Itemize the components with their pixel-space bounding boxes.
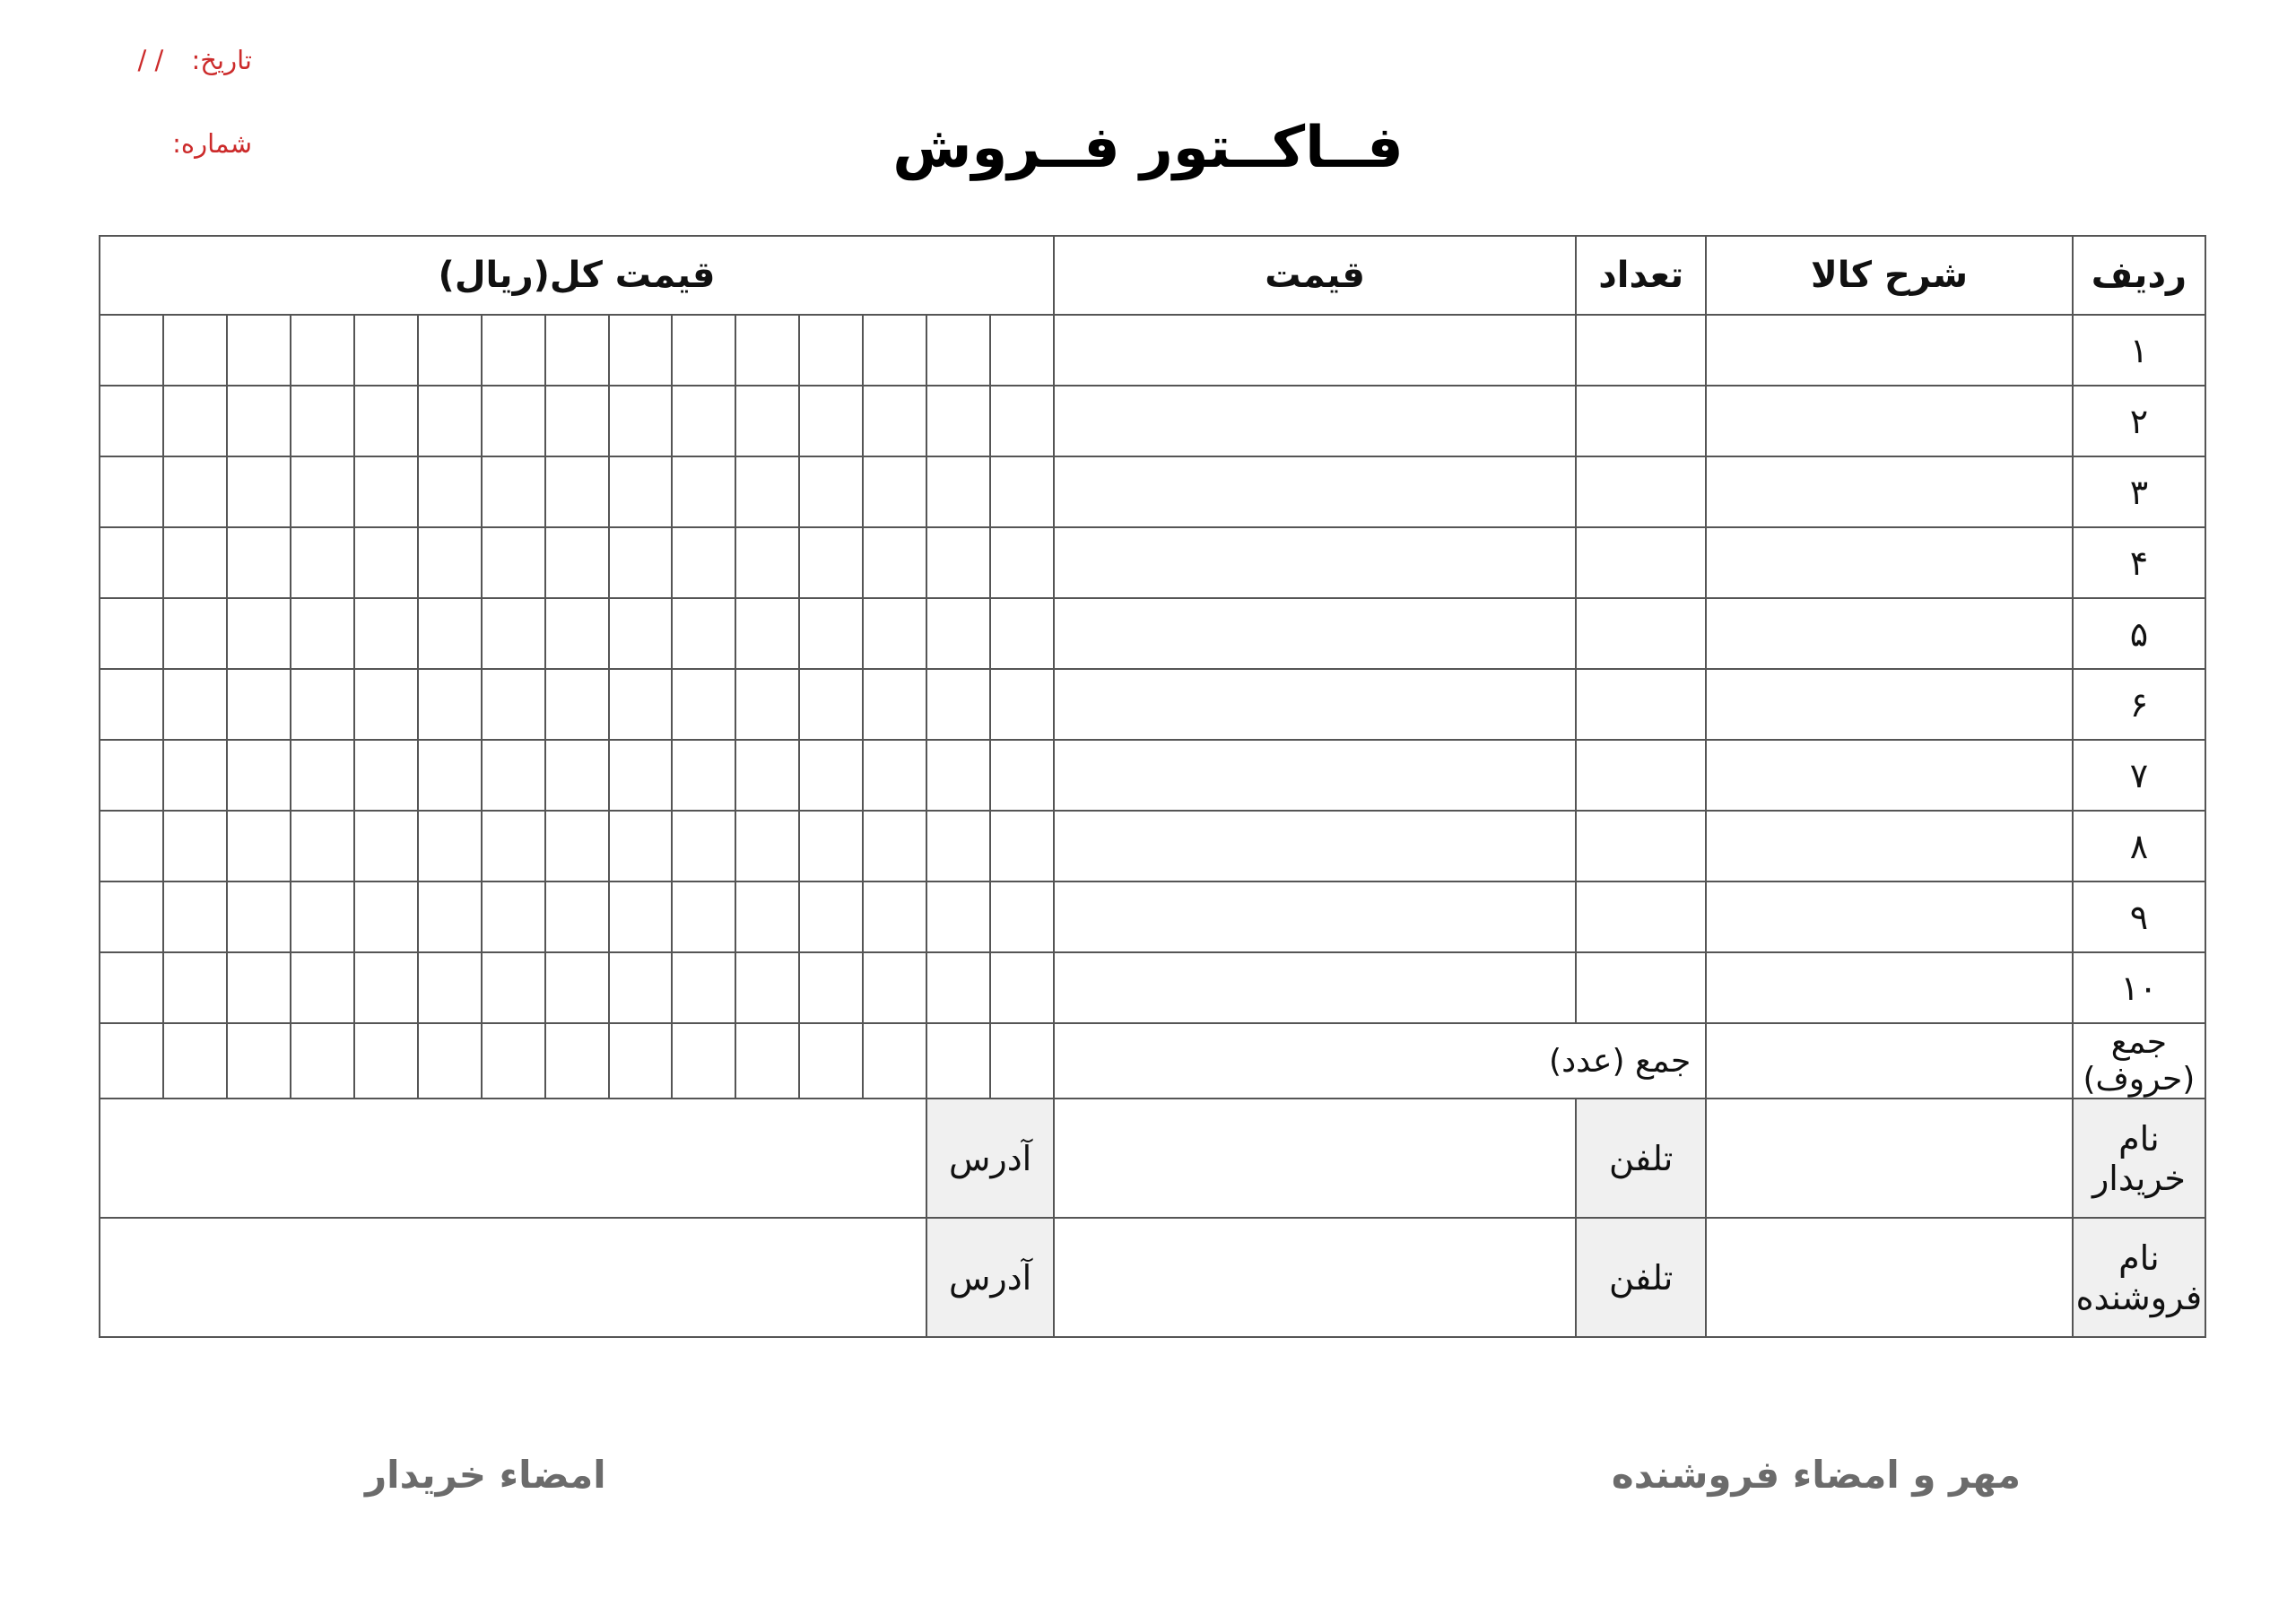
row-number: ۲ <box>2073 386 2205 456</box>
seller-name-field[interactable] <box>1706 1218 2073 1337</box>
table-row <box>100 527 2205 598</box>
description-cell[interactable] <box>1706 881 2073 952</box>
total-digit-cell[interactable] <box>418 1023 482 1099</box>
buyer-name-field[interactable] <box>1706 1099 2073 1218</box>
total-digit-cell[interactable] <box>418 669 482 740</box>
table-row <box>100 386 2205 456</box>
total-digit-cell[interactable] <box>163 527 227 598</box>
total-digit-cell[interactable] <box>163 1023 227 1099</box>
total-digit-cell[interactable] <box>482 456 545 527</box>
total-digit-cell[interactable] <box>291 952 354 1023</box>
total-digit-cell[interactable] <box>163 456 227 527</box>
sum-number-label: جمع (عدد) <box>1054 1023 1706 1099</box>
total-digit-cell[interactable] <box>100 527 163 598</box>
total-digit-cell[interactable] <box>609 740 673 811</box>
total-digit-cell[interactable] <box>482 881 545 952</box>
buyer-address-label: آدرس <box>926 1099 1054 1218</box>
total-digit-cell[interactable] <box>926 811 990 881</box>
seller-address-field[interactable] <box>100 1218 926 1337</box>
description-cell[interactable] <box>1706 598 2073 669</box>
total-digit-cell[interactable] <box>863 952 926 1023</box>
date-field[interactable] <box>138 45 252 75</box>
total-digit-cell[interactable] <box>163 386 227 456</box>
total-digit-cell[interactable] <box>799 527 863 598</box>
total-digit-cell[interactable] <box>418 386 482 456</box>
total-digit-cell[interactable] <box>672 740 735 811</box>
quantity-cell[interactable] <box>1576 881 1706 952</box>
buyer-name-label: نام خریدار <box>2073 1099 2205 1218</box>
total-digit-cell[interactable] <box>227 952 291 1023</box>
quantity-cell[interactable] <box>1576 527 1706 598</box>
total-digit-cell[interactable] <box>609 386 673 456</box>
price-cell[interactable] <box>1054 386 1576 456</box>
total-digit-cell[interactable] <box>735 598 799 669</box>
quantity-cell[interactable] <box>1576 598 1706 669</box>
total-digit-cell[interactable] <box>990 740 1054 811</box>
total-digit-cell[interactable] <box>545 669 609 740</box>
table-row <box>100 881 2205 952</box>
total-digit-cell[interactable] <box>291 881 354 952</box>
total-digit-cell[interactable] <box>609 881 673 952</box>
total-digit-cell[interactable] <box>609 811 673 881</box>
description-cell[interactable] <box>1706 669 2073 740</box>
price-cell[interactable] <box>1054 740 1576 811</box>
total-digit-cell[interactable] <box>418 456 482 527</box>
price-cell[interactable] <box>1054 315 1576 386</box>
seller-name-label: نام فروشنده <box>2073 1218 2205 1337</box>
total-digit-cell[interactable] <box>482 527 545 598</box>
total-digit-cell[interactable] <box>609 527 673 598</box>
total-digit-cell[interactable] <box>926 881 990 952</box>
total-digit-cell[interactable] <box>735 1023 799 1099</box>
total-digit-cell[interactable] <box>354 740 418 811</box>
quantity-cell[interactable] <box>1576 386 1706 456</box>
total-digit-cell[interactable] <box>354 598 418 669</box>
seller-phone-label: تلفن <box>1576 1218 1706 1337</box>
total-digit-cell[interactable] <box>799 881 863 952</box>
total-digit-cell[interactable] <box>482 740 545 811</box>
total-digit-cell[interactable] <box>545 386 609 456</box>
total-digit-cell[interactable] <box>672 598 735 669</box>
total-digit-cell[interactable] <box>926 740 990 811</box>
total-digit-cell[interactable] <box>163 811 227 881</box>
total-digit-cell[interactable] <box>291 1023 354 1099</box>
total-digit-cell[interactable] <box>609 669 673 740</box>
table-row <box>100 952 2205 1023</box>
sum-words-field[interactable] <box>1706 1023 2073 1099</box>
row-number: ۳ <box>2073 456 2205 527</box>
price-cell[interactable] <box>1054 456 1576 527</box>
seller-phone-field[interactable] <box>1054 1218 1576 1337</box>
total-digit-cell[interactable] <box>609 456 673 527</box>
total-digit-cell[interactable] <box>990 952 1054 1023</box>
total-digit-cell[interactable] <box>735 952 799 1023</box>
total-digit-cell[interactable] <box>672 952 735 1023</box>
total-digit-cell[interactable] <box>799 1023 863 1099</box>
total-digit-cell[interactable] <box>735 386 799 456</box>
total-digit-cell[interactable] <box>735 669 799 740</box>
total-digit-cell[interactable] <box>735 740 799 811</box>
total-digit-cell[interactable] <box>482 598 545 669</box>
date-label: تاریخ: <box>191 45 252 75</box>
total-digit-cell[interactable] <box>863 1023 926 1099</box>
total-digit-cell[interactable] <box>990 881 1054 952</box>
column-header-row-number: ردیف <box>2073 236 2205 315</box>
total-digit-cell[interactable] <box>863 811 926 881</box>
total-digit-cell[interactable] <box>482 952 545 1023</box>
total-digit-cell[interactable] <box>482 811 545 881</box>
quantity-cell[interactable] <box>1576 811 1706 881</box>
total-digit-cell[interactable] <box>609 598 673 669</box>
buyer-phone-field[interactable] <box>1054 1099 1576 1218</box>
column-header-total-price: قیمت کل(ریال) <box>100 236 1054 315</box>
total-digit-cell[interactable] <box>799 456 863 527</box>
quantity-cell[interactable] <box>1576 315 1706 386</box>
total-digit-cell[interactable] <box>735 811 799 881</box>
total-digit-cell[interactable] <box>100 456 163 527</box>
total-digit-cell[interactable] <box>354 952 418 1023</box>
total-digit-cell[interactable] <box>291 315 354 386</box>
seller-address-label: آدرس <box>926 1218 1054 1337</box>
total-digit-cell[interactable] <box>418 598 482 669</box>
total-digit-cell[interactable] <box>291 386 354 456</box>
page-title: فــاکــتور فــروش <box>892 115 1404 181</box>
total-digit-cell[interactable] <box>418 811 482 881</box>
total-digit-cell[interactable] <box>990 456 1054 527</box>
row-number: ۵ <box>2073 598 2205 669</box>
date-value[interactable]: / / <box>137 45 164 75</box>
total-digit-cell[interactable] <box>227 669 291 740</box>
total-digit-cell[interactable] <box>291 811 354 881</box>
total-digit-cell[interactable] <box>990 811 1054 881</box>
seller-info-row <box>100 1218 2205 1337</box>
quantity-cell[interactable] <box>1576 740 1706 811</box>
total-digit-cell[interactable] <box>418 315 482 386</box>
total-digit-cell[interactable] <box>672 1023 735 1099</box>
total-digit-cell[interactable] <box>990 315 1054 386</box>
total-digit-cell[interactable] <box>799 386 863 456</box>
total-digit-cell[interactable] <box>926 952 990 1023</box>
total-digit-cell[interactable] <box>926 456 990 527</box>
total-digit-cell[interactable] <box>100 952 163 1023</box>
total-digit-cell[interactable] <box>609 1023 673 1099</box>
total-digit-cell[interactable] <box>863 315 926 386</box>
price-cell[interactable] <box>1054 811 1576 881</box>
total-digit-cell[interactable] <box>100 315 163 386</box>
description-cell[interactable] <box>1706 315 2073 386</box>
total-digit-cell[interactable] <box>227 1023 291 1099</box>
total-digit-cell[interactable] <box>163 881 227 952</box>
table-row <box>100 456 2205 527</box>
description-cell[interactable] <box>1706 527 2073 598</box>
total-digit-cell[interactable] <box>418 740 482 811</box>
buyer-phone-label: تلفن <box>1576 1099 1706 1218</box>
table-row <box>100 740 2205 811</box>
total-digit-cell[interactable] <box>227 881 291 952</box>
buyer-address-field[interactable] <box>100 1099 926 1218</box>
description-cell[interactable] <box>1706 811 2073 881</box>
total-digit-cell[interactable] <box>482 669 545 740</box>
quantity-cell[interactable] <box>1576 952 1706 1023</box>
total-digit-cell[interactable] <box>482 315 545 386</box>
total-digit-cell[interactable] <box>672 456 735 527</box>
total-digit-cell[interactable] <box>418 952 482 1023</box>
total-digit-cell[interactable] <box>100 669 163 740</box>
total-digit-cell[interactable] <box>863 881 926 952</box>
total-digit-cell[interactable] <box>418 527 482 598</box>
quantity-cell[interactable] <box>1576 669 1706 740</box>
column-header-quantity: تعداد <box>1576 236 1706 315</box>
total-digit-cell[interactable] <box>545 740 609 811</box>
total-digit-cell[interactable] <box>863 740 926 811</box>
sum-row <box>100 1023 2205 1099</box>
total-digit-cell[interactable] <box>163 952 227 1023</box>
description-cell[interactable] <box>1706 952 2073 1023</box>
table-row <box>100 315 2205 386</box>
total-digit-cell[interactable] <box>545 811 609 881</box>
total-digit-cell[interactable] <box>545 315 609 386</box>
total-digit-cell[interactable] <box>227 456 291 527</box>
row-number: ۱۰ <box>2073 952 2205 1023</box>
total-digit-cell[interactable] <box>926 315 990 386</box>
total-digit-cell[interactable] <box>990 1023 1054 1099</box>
total-digit-cell[interactable] <box>227 527 291 598</box>
total-digit-cell[interactable] <box>100 811 163 881</box>
total-digit-cell[interactable] <box>990 598 1054 669</box>
table-header-row <box>100 236 2205 315</box>
buyer-signature-label: امضاء خریدار <box>365 1453 606 1497</box>
total-digit-cell[interactable] <box>291 669 354 740</box>
total-digit-cell[interactable] <box>227 740 291 811</box>
row-number: ۱ <box>2073 315 2205 386</box>
total-digit-cell[interactable] <box>482 1023 545 1099</box>
total-digit-cell[interactable] <box>100 740 163 811</box>
total-digit-cell[interactable] <box>672 527 735 598</box>
total-digit-cell[interactable] <box>354 1023 418 1099</box>
total-digit-cell[interactable] <box>926 527 990 598</box>
total-digit-cell[interactable] <box>354 669 418 740</box>
total-digit-cell[interactable] <box>354 811 418 881</box>
total-digit-cell[interactable] <box>926 598 990 669</box>
total-digit-cell[interactable] <box>799 952 863 1023</box>
column-header-description: شرح کالا <box>1706 236 2073 315</box>
description-cell[interactable] <box>1706 740 2073 811</box>
table-row <box>100 811 2205 881</box>
total-digit-cell[interactable] <box>227 386 291 456</box>
total-digit-cell[interactable] <box>100 1023 163 1099</box>
total-digit-cell[interactable] <box>735 456 799 527</box>
invoice-table <box>99 235 2206 1338</box>
total-digit-cell[interactable] <box>735 527 799 598</box>
total-digit-cell[interactable] <box>735 881 799 952</box>
total-digit-cell[interactable] <box>100 881 163 952</box>
buyer-info-row <box>100 1099 2205 1218</box>
total-digit-cell[interactable] <box>672 315 735 386</box>
total-digit-cell[interactable] <box>354 456 418 527</box>
row-number: ۹ <box>2073 881 2205 952</box>
total-digit-cell[interactable] <box>163 598 227 669</box>
total-digit-cell[interactable] <box>926 386 990 456</box>
row-number: ۸ <box>2073 811 2205 881</box>
total-digit-cell[interactable] <box>545 456 609 527</box>
total-digit-cell[interactable] <box>863 456 926 527</box>
total-digit-cell[interactable] <box>545 952 609 1023</box>
price-cell[interactable] <box>1054 598 1576 669</box>
total-digit-cell[interactable] <box>354 881 418 952</box>
column-header-price: قیمت <box>1054 236 1576 315</box>
total-digit-cell[interactable] <box>545 527 609 598</box>
price-cell[interactable] <box>1054 881 1576 952</box>
total-digit-cell[interactable] <box>482 386 545 456</box>
total-digit-cell[interactable] <box>799 669 863 740</box>
total-digit-cell[interactable] <box>863 669 926 740</box>
price-cell[interactable] <box>1054 669 1576 740</box>
total-digit-cell[interactable] <box>863 598 926 669</box>
total-digit-cell[interactable] <box>990 386 1054 456</box>
total-digit-cell[interactable] <box>609 952 673 1023</box>
total-digit-cell[interactable] <box>672 386 735 456</box>
total-digit-cell[interactable] <box>990 669 1054 740</box>
total-digit-cell[interactable] <box>990 527 1054 598</box>
total-digit-cell[interactable] <box>163 669 227 740</box>
row-number: ۴ <box>2073 527 2205 598</box>
total-digit-cell[interactable] <box>799 598 863 669</box>
total-digit-cell[interactable] <box>735 315 799 386</box>
total-digit-cell[interactable] <box>926 1023 990 1099</box>
total-digit-cell[interactable] <box>672 811 735 881</box>
total-digit-cell[interactable] <box>163 315 227 386</box>
total-digit-cell[interactable] <box>545 1023 609 1099</box>
total-digit-cell[interactable] <box>291 740 354 811</box>
total-digit-cell[interactable] <box>799 740 863 811</box>
total-digit-cell[interactable] <box>926 669 990 740</box>
total-digit-cell[interactable] <box>354 527 418 598</box>
row-number: ۷ <box>2073 740 2205 811</box>
total-digit-cell[interactable] <box>291 598 354 669</box>
total-digit-cell[interactable] <box>100 386 163 456</box>
total-digit-cell[interactable] <box>609 315 673 386</box>
seller-signature-label: مهر و امضاء فروشنده <box>1611 1453 2021 1497</box>
total-digit-cell[interactable] <box>418 881 482 952</box>
total-digit-cell[interactable] <box>863 386 926 456</box>
total-digit-cell[interactable] <box>863 527 926 598</box>
total-digit-cell[interactable] <box>672 669 735 740</box>
row-number: ۶ <box>2073 669 2205 740</box>
total-digit-cell[interactable] <box>227 598 291 669</box>
description-cell[interactable] <box>1706 386 2073 456</box>
total-digit-cell[interactable] <box>291 456 354 527</box>
table-row <box>100 598 2205 669</box>
table-row <box>100 669 2205 740</box>
total-digit-cell[interactable] <box>545 881 609 952</box>
description-cell[interactable] <box>1706 456 2073 527</box>
total-digit-cell[interactable] <box>227 811 291 881</box>
sum-words-label: جمع (حروف) <box>2073 1023 2205 1099</box>
number-label: شماره: <box>172 128 252 159</box>
total-digit-cell[interactable] <box>163 740 227 811</box>
total-digit-cell[interactable] <box>799 811 863 881</box>
total-digit-cell[interactable] <box>672 881 735 952</box>
total-digit-cell[interactable] <box>227 315 291 386</box>
total-digit-cell[interactable] <box>545 598 609 669</box>
total-digit-cell[interactable] <box>354 386 418 456</box>
total-digit-cell[interactable] <box>799 315 863 386</box>
total-digit-cell[interactable] <box>291 527 354 598</box>
total-digit-cell[interactable] <box>354 315 418 386</box>
quantity-cell[interactable] <box>1576 456 1706 527</box>
price-cell[interactable] <box>1054 952 1576 1023</box>
price-cell[interactable] <box>1054 527 1576 598</box>
total-digit-cell[interactable] <box>100 598 163 669</box>
